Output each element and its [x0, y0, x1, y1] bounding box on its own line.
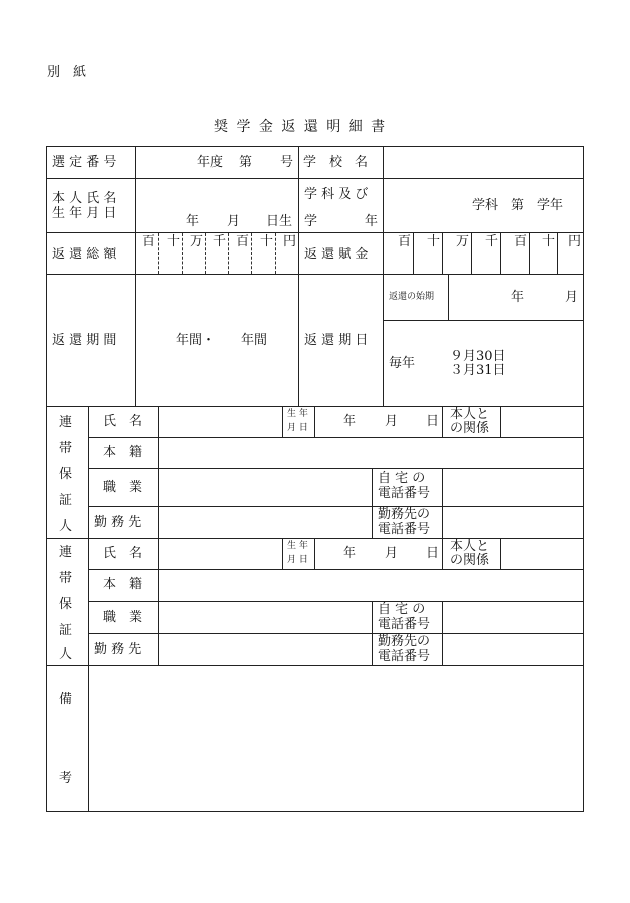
remarks-label-top: 備 [59, 692, 73, 707]
guarantor-name-label: 氏 名 [103, 414, 143, 429]
birth-day-unit: 日 [426, 546, 440, 561]
workplace-label: 勤 務 先 [94, 515, 142, 530]
repayment-period-value[interactable]: 年間・ 年間 [176, 333, 268, 348]
department-label-3: 年 [365, 214, 379, 229]
relation-label: 本人と [450, 539, 490, 554]
unit-thousand: 千 [213, 234, 227, 249]
repayment-start-label: 返還の始期 [389, 292, 435, 302]
repayment-period-label: 返 還 期 間 [52, 333, 117, 348]
school-name-label: 学 校 名 [303, 155, 369, 170]
birth-small-label-2: 月 日 [287, 423, 308, 433]
student-name-label: 本 人 氏 名 [52, 191, 117, 206]
unit-ten: 十 [260, 234, 274, 249]
inst-unit-hundred-million: 百 [398, 234, 412, 249]
birth-small-label: 生 年 [287, 541, 308, 551]
occupation-label: 職 業 [103, 480, 143, 495]
relation-label-2: の関係 [450, 553, 490, 568]
number-suffix-label: 号 [280, 155, 294, 170]
number-prefix-label: 第 [239, 155, 253, 170]
guarantor-vertical-char: 保 [59, 467, 73, 482]
home-phone-label-2: 電話番号 [378, 486, 431, 501]
home-phone-label: 自 宅 の [378, 602, 426, 617]
remarks-label-bottom: 考 [59, 771, 73, 786]
relation-label-2: の関係 [450, 421, 490, 436]
inst-unit-yen: 円 [568, 234, 582, 249]
unit-yen: 円 [283, 234, 297, 249]
total-repayment-label: 返 還 総 額 [52, 247, 117, 262]
department-label-2: 学 [304, 214, 318, 229]
guarantor-vertical-char: 人 [59, 647, 73, 662]
inst-unit-ten-thousand: 万 [456, 234, 470, 249]
guarantor-name-field[interactable] [159, 539, 282, 569]
relation-label: 本人と [450, 407, 490, 422]
domicile-label: 本 籍 [103, 577, 143, 592]
guarantor-vertical-char: 保 [59, 597, 73, 612]
guarantor-vertical-char: 連 [59, 545, 73, 560]
birth-small-label: 生 年 [287, 409, 308, 419]
birth-year-unit: 年 [343, 414, 357, 429]
work-phone-label: 勤務先の [378, 634, 431, 649]
installment-label: 返 還 賦 金 [304, 247, 369, 262]
start-year-unit: 年 [511, 290, 525, 305]
workplace-label: 勤 務 先 [94, 642, 142, 657]
work-phone-label-2: 電話番号 [378, 522, 431, 537]
guarantor-vertical-char: 帯 [59, 571, 73, 586]
birth-month-unit: 月 [385, 414, 399, 429]
occupation-label: 職 業 [103, 610, 143, 625]
domicile-field[interactable] [159, 438, 583, 468]
guarantor-name-label: 氏 名 [103, 546, 143, 561]
fiscal-year-label: 年度 [197, 155, 224, 170]
repayment-date-label: 返 還 期 日 [304, 333, 369, 348]
domicile-label: 本 籍 [103, 445, 143, 460]
unit-hundred-million: 百 [142, 234, 156, 249]
inst-unit-ten-million: 十 [427, 234, 441, 249]
unit-hundred: 百 [236, 234, 250, 249]
department-year-value[interactable]: 学科 第 学年 [472, 198, 564, 213]
birth-month-unit: 月 [227, 214, 241, 229]
unit-ten-million: 十 [167, 234, 181, 249]
birth-year-unit: 年 [343, 546, 357, 561]
every-year-label: 毎年 [389, 356, 416, 371]
home-phone-label-2: 電話番号 [378, 617, 431, 632]
school-name-field[interactable] [384, 147, 583, 178]
work-phone-label-2: 電話番号 [378, 649, 431, 664]
birth-year-unit: 年 [186, 214, 200, 229]
birth-date-label: 生 年 月 日 [52, 206, 117, 221]
guarantor-vertical-char: 証 [59, 623, 73, 638]
home-phone-label: 自 宅 の [378, 471, 426, 486]
form-title: 奨 学 金 返 還 明 細 書 [214, 119, 388, 135]
selection-number-label: 選 定 番 号 [52, 155, 117, 170]
remarks-field[interactable] [89, 666, 583, 811]
guarantor-name-field[interactable] [159, 407, 282, 437]
birth-month-unit: 月 [385, 546, 399, 561]
domicile-field[interactable] [159, 570, 583, 601]
due-date-2: ３月31日 [450, 363, 506, 378]
guarantor-vertical-char: 人 [59, 519, 73, 534]
inst-unit-hundred: 百 [514, 234, 528, 249]
department-label: 学 科 及 び [304, 187, 369, 202]
birth-day-unit: 日生 [266, 214, 293, 229]
guarantor-vertical-char: 連 [59, 415, 73, 430]
work-phone-label: 勤務先の [378, 507, 431, 522]
unit-ten-thousand: 万 [190, 234, 204, 249]
guarantor-vertical-char: 帯 [59, 441, 73, 456]
birth-day-unit: 日 [426, 414, 440, 429]
birth-small-label-2: 月 日 [287, 555, 308, 565]
inst-unit-thousand: 千 [485, 234, 499, 249]
annex-label: 別 紙 [47, 65, 87, 80]
start-month-unit: 月 [565, 290, 579, 305]
guarantor-vertical-char: 証 [59, 493, 73, 508]
due-date-1: ９月30日 [450, 349, 506, 364]
inst-unit-ten: 十 [542, 234, 556, 249]
